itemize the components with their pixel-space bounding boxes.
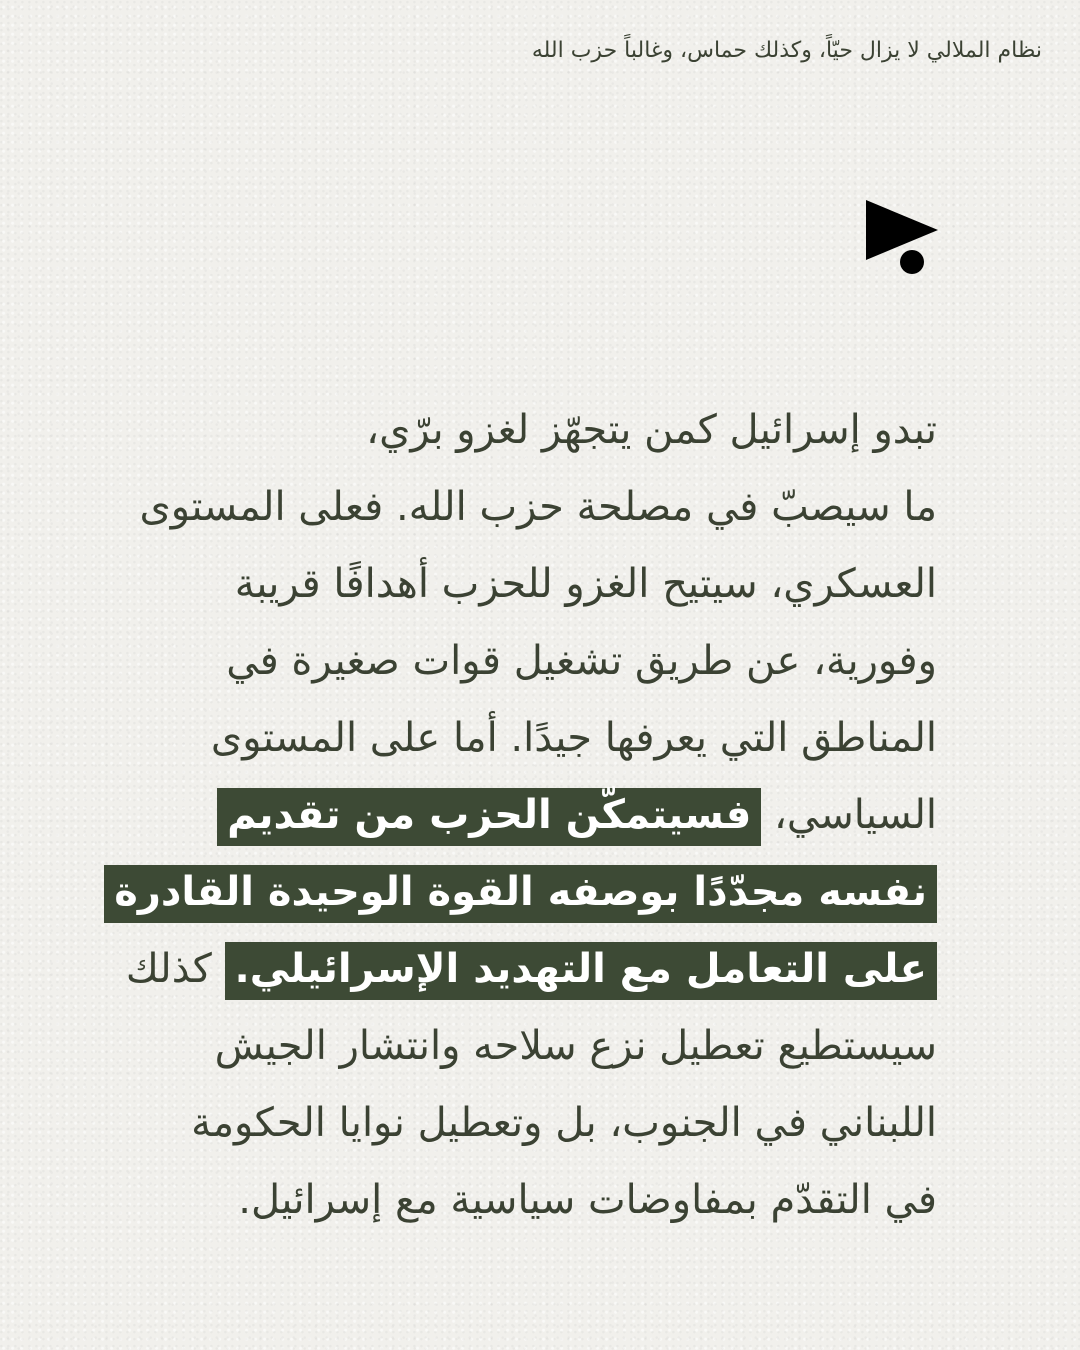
article-body [57,392,937,1239]
highlighted-quote: نفسه مجدّدًا بوصفه القوة الوحيدة القادرة [104,865,937,923]
article-line [57,854,937,931]
article-line: اللبناني في الجنوب، بل وتعطيل نوايا الحكومة [191,1100,937,1146]
article-line: في التقدّم بمفاوضات سياسية مع إسرائيل. [238,1177,937,1223]
article-line: السياسي، فسيتمكّن الحزب من تقديم [57,777,937,854]
article-line: ما سيصبّ في مصلحة حزب الله. فعلى المستوى [139,484,937,530]
article-line: على التعامل مع التهديد الإسرائيلي. كذلك [57,931,937,1008]
article-line: سيستطيع تعطيل نزع سلاحه وانتشار الجيش [214,1023,937,1069]
play-triangle-with-dot-icon [862,196,942,276]
highlighted-quote: فسيتمكّن الحزب من تقديم [217,788,761,846]
article-line: المناطق التي يعرفها جيدًا. أما على المستوى [210,715,937,761]
article-line: تبدو إسرائيل كمن يتجهّز لغزو برّي، [366,407,937,453]
kicker-headline: نظام الملالي لا يزال حيّاً، وكذلك حماس، وغالباً حزب الله [531,38,1042,63]
article-line: وفورية، عن طريق تشغيل قوات صغيرة في [226,638,937,684]
highlighted-quote: على التعامل مع التهديد الإسرائيلي. [225,942,938,1000]
article-line: العسكري، سيتيح الغزو للحزب أهدافًا قريبة [234,561,937,607]
